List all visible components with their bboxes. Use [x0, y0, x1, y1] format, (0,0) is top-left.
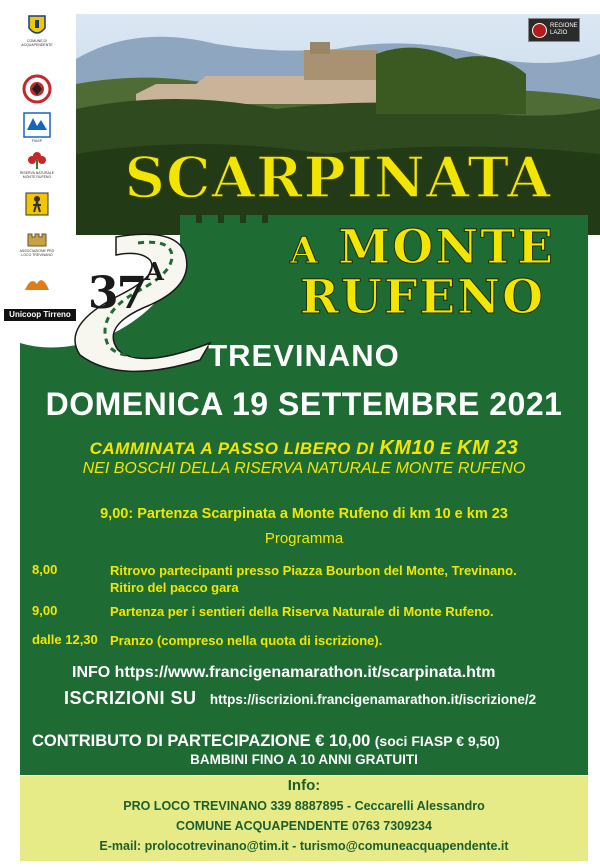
- edition-suffix: A: [145, 257, 162, 287]
- badge-icon: [22, 74, 52, 104]
- fiasp-caption: FIASP: [31, 139, 43, 143]
- riserva-logo: [19, 150, 55, 179]
- schedule-desc: Partenza per i sentieri della Riserva Naturale di Monte Rufeno.: [110, 604, 494, 619]
- contact-comune: COMUNE ACQUAPENDENTE 0763 7309234: [176, 819, 432, 833]
- contributo-line: [32, 732, 500, 751]
- flower-icon: [26, 150, 48, 170]
- contacts-title: Info:: [287, 777, 321, 794]
- schedule-desc: [110, 562, 550, 596]
- km23: KM 23: [457, 437, 519, 459]
- edition-number: [88, 257, 162, 319]
- schedule-desc-line2: Ritiro del pacco gara: [110, 580, 239, 595]
- regione-line1: REGIONE: [550, 23, 578, 29]
- contact-proloco: PRO LOCO TREVINANO 339 8887895 - Ceccarelli Alessandro: [123, 799, 485, 813]
- unicoop-label: Unicoop Tirreno: [4, 309, 76, 321]
- contributo-amount: CONTRIBUTO DI PARTECIPAZIONE € 10,00: [32, 732, 371, 750]
- comune-caption: COMUNE DI ACQUAPENDENTE: [21, 39, 53, 47]
- schedule-desc-line1: Ritrovo partecipanti presso Piazza Bourbon del Monte, Trevinano.: [110, 563, 517, 578]
- partenza-line: 9,00: Partenza Scarpinata a Monte Rufeno di km 10 e km 23: [100, 506, 508, 522]
- camminata-e: E: [434, 439, 458, 458]
- comune-crest-icon: [27, 14, 47, 38]
- title-monte-word: MONTE: [338, 220, 556, 275]
- boschi-line: NEI BOSCHI DELLA RISERVA NATURALE MONTE RUFENO: [82, 460, 526, 477]
- schedule-time: 9,00: [32, 603, 58, 618]
- comune-logo: [22, 14, 52, 47]
- km10: KM10: [379, 437, 435, 459]
- schedule-time: 8,00: [32, 562, 58, 577]
- schedule-time: dalle 12,30: [32, 632, 98, 647]
- proloco-caption: ASSOCIAZIONE PRO LOCO TREVINANO: [19, 249, 55, 257]
- title-scarpinata: SCARPINATA: [124, 145, 552, 211]
- event-date: DOMENICA 19 SETTEMBRE 2021: [45, 386, 563, 422]
- fiasp-logo: [22, 112, 52, 143]
- regione-line2: LAZIO: [550, 30, 568, 36]
- schedule-desc: Pranzo (compreso nella quota di iscrizione).: [110, 633, 383, 648]
- iscrizioni-label: ISCRIZIONI SU: [64, 688, 197, 708]
- title-rufeno: RUFENO: [299, 270, 546, 325]
- iscrizioni-line: [64, 688, 536, 709]
- bambini-line: BAMBINI FINO A 10 ANNI GRATUITI: [190, 752, 418, 767]
- iscrizioni-link[interactable]: https://iscrizioni.francigenamarathon.it/iscrizione/2: [209, 692, 537, 707]
- programma-heading: Programma: [264, 530, 344, 547]
- contact-email[interactable]: E-mail: prolocotrevinano@tim.it - turismo@comuneacquapendente.it: [99, 839, 509, 853]
- yellow-badge-logo: [22, 192, 52, 216]
- edition-digits: 37: [88, 268, 146, 319]
- camminata-line: [20, 437, 588, 460]
- soci-fiasp: (soci FIASP € 9,50): [374, 733, 500, 749]
- title-monte: [255, 222, 590, 277]
- camminata-prefix: CAMMINATA A PASSO LIBERO DI: [89, 439, 380, 458]
- riserva-caption: RISERVA NATURALE MONTE RUFENO: [19, 171, 55, 179]
- regione-seal-icon: [532, 23, 547, 38]
- event-place: TREVINANO: [208, 338, 400, 373]
- regione-lazio-badge: [528, 18, 580, 42]
- club-logo: [22, 74, 52, 104]
- fiasp-icon: [23, 112, 51, 138]
- info-link[interactable]: INFO https://www.francigenamarathon.it/scarpinata.htm: [72, 664, 496, 681]
- title-a: A: [289, 230, 320, 272]
- walker-badge-icon: [25, 192, 49, 216]
